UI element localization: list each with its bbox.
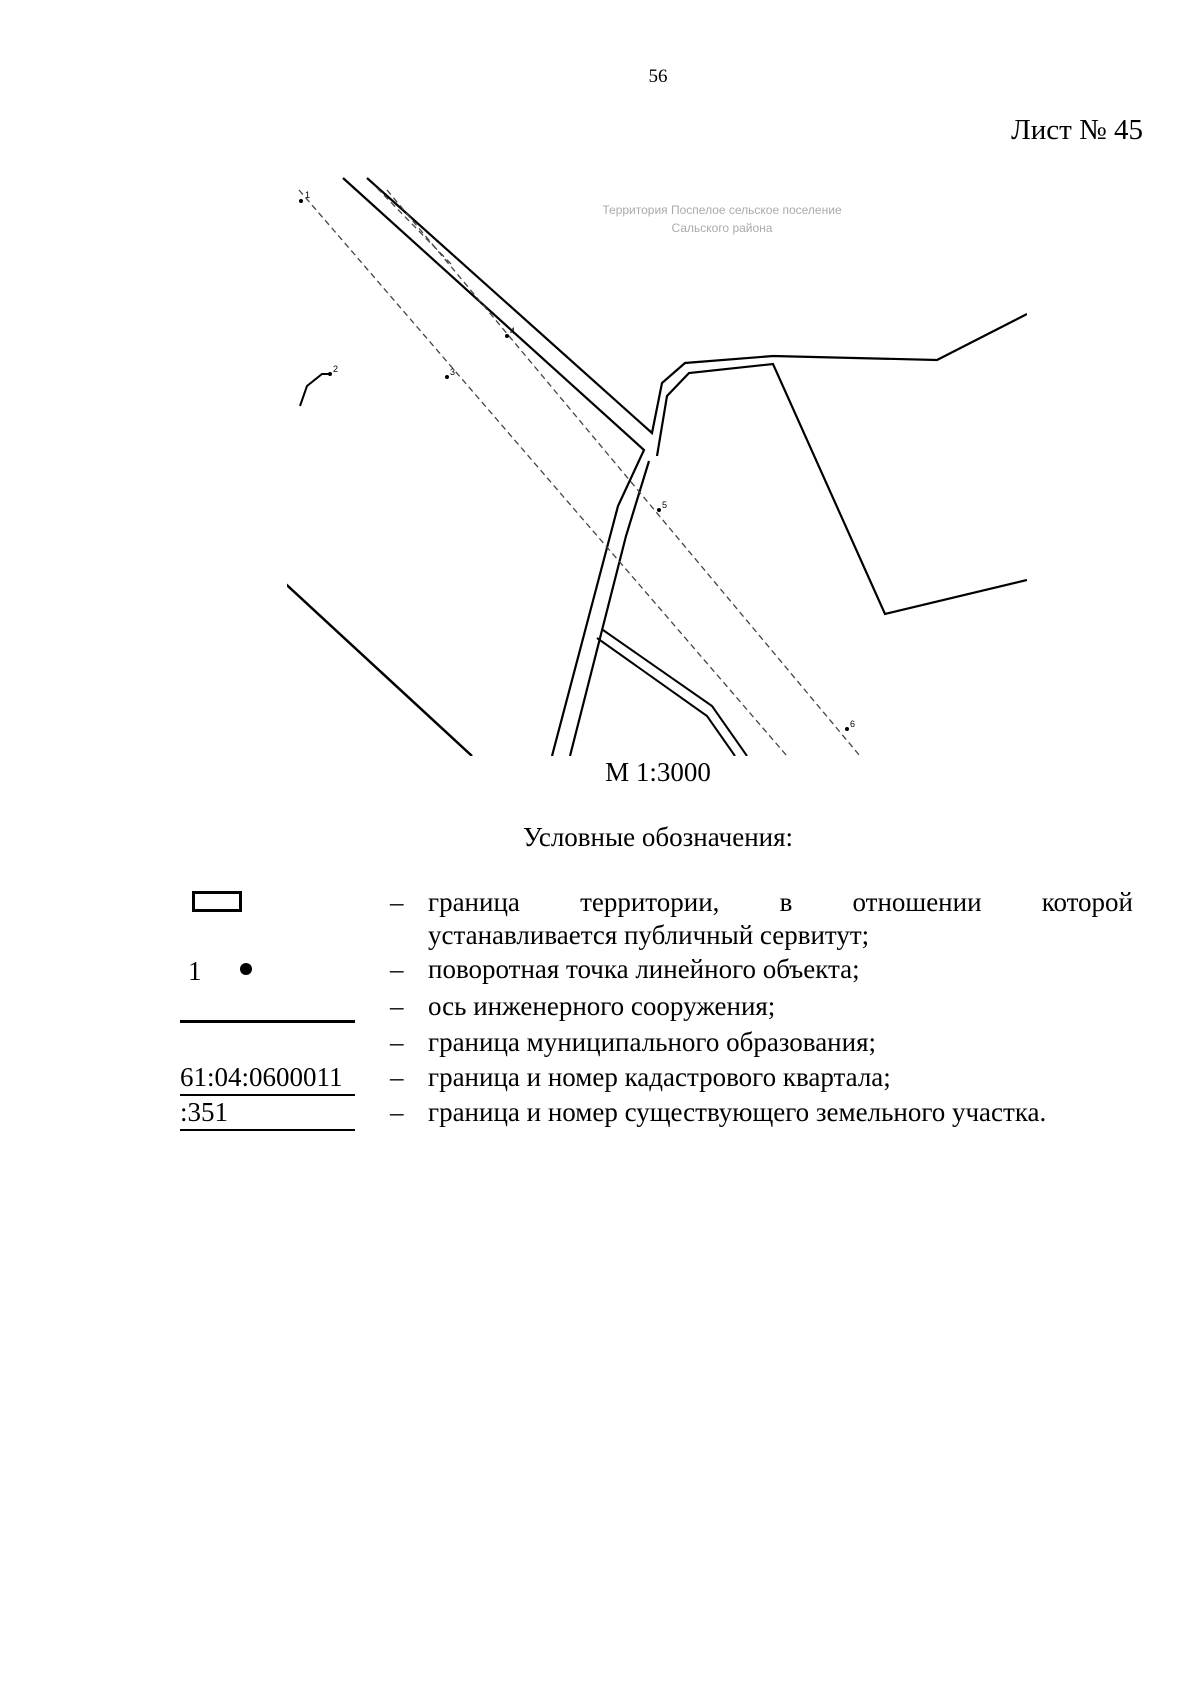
legend-symbol-point [180, 953, 355, 986]
legend-dash: – [390, 887, 404, 917]
legend-symbol-rectangle [180, 886, 355, 919]
turning-point-1 [299, 199, 303, 203]
turning-point-label-4: 4 [510, 326, 516, 336]
boundary-line-outer [343, 178, 644, 756]
page-number: 56 [648, 66, 668, 87]
legend-title: Условные обозначения: [522, 822, 794, 852]
line-symbol-icon [180, 1020, 355, 1023]
legend-text: граница и номер кадастрового квартала; [428, 1062, 891, 1092]
secondary-road-line-2 [597, 638, 735, 756]
legend-symbol-line [180, 1026, 355, 1059]
legend-text-continuation: устанавливается публичный сервитут; [428, 920, 870, 950]
turning-point-3 [445, 375, 449, 379]
turning-point-6 [845, 727, 849, 731]
axis-line-2 [387, 190, 860, 756]
legend-symbol-number: 1 [188, 956, 202, 986]
land-plot-number: :351 [180, 1096, 355, 1131]
servitude-boundary [343, 178, 1027, 756]
legend-symbol-text [180, 1061, 355, 1094]
rectangle-symbol-icon [192, 891, 242, 912]
turning-point-label-1: 1 [305, 190, 311, 200]
legend-text: поворотная точка линейного объекта; [428, 954, 860, 984]
turning-point-2 [328, 372, 332, 376]
legend-dash: – [390, 1027, 404, 1057]
municipal-border-line [287, 576, 472, 756]
legend-dash: – [390, 954, 404, 984]
secondary-road [597, 630, 747, 756]
cadastral-quarter-number: 61:04:0600011 [180, 1061, 355, 1096]
axis-line-1 [299, 190, 787, 756]
map-scale: М 1:3000 [605, 757, 711, 787]
legend-text: граница муниципального образования; [428, 1027, 877, 1057]
map-drawing [287, 176, 1027, 756]
turning-point-label-2: 2 [333, 364, 339, 374]
map-header-line1: Территория Поспелое сельское поселение [602, 203, 842, 217]
axis-line-3 [377, 188, 453, 266]
legend-dash: – [390, 1097, 404, 1127]
boundary-line-right [657, 364, 1027, 614]
legend-text: ось инженерного сооружения; [428, 991, 776, 1021]
legend-dash: – [390, 991, 404, 1021]
parcel-fragment [300, 374, 329, 406]
legend-text: граница территории, в отношении которой [428, 887, 1133, 917]
turning-point-label-3: 3 [450, 367, 456, 377]
turning-points [299, 190, 855, 731]
dot-symbol-icon [240, 963, 252, 975]
turning-point-label-6: 6 [850, 719, 856, 729]
turning-point-4 [505, 334, 509, 338]
legend-dash: – [390, 1062, 404, 1092]
map-header-line2: Сальского района [671, 221, 773, 235]
legend-symbol-empty [180, 990, 355, 1023]
legend-symbol-text [180, 1096, 355, 1129]
cadastral-map [287, 176, 1027, 756]
sheet-title: Лист № 45 [1011, 114, 1143, 146]
boundary-line-lower [570, 461, 649, 756]
legend-text: граница и номер существующего земельного участка. [428, 1097, 1047, 1127]
engineering-axis [299, 188, 860, 756]
turning-point-label-5: 5 [662, 500, 668, 510]
turning-point-5 [657, 508, 661, 512]
